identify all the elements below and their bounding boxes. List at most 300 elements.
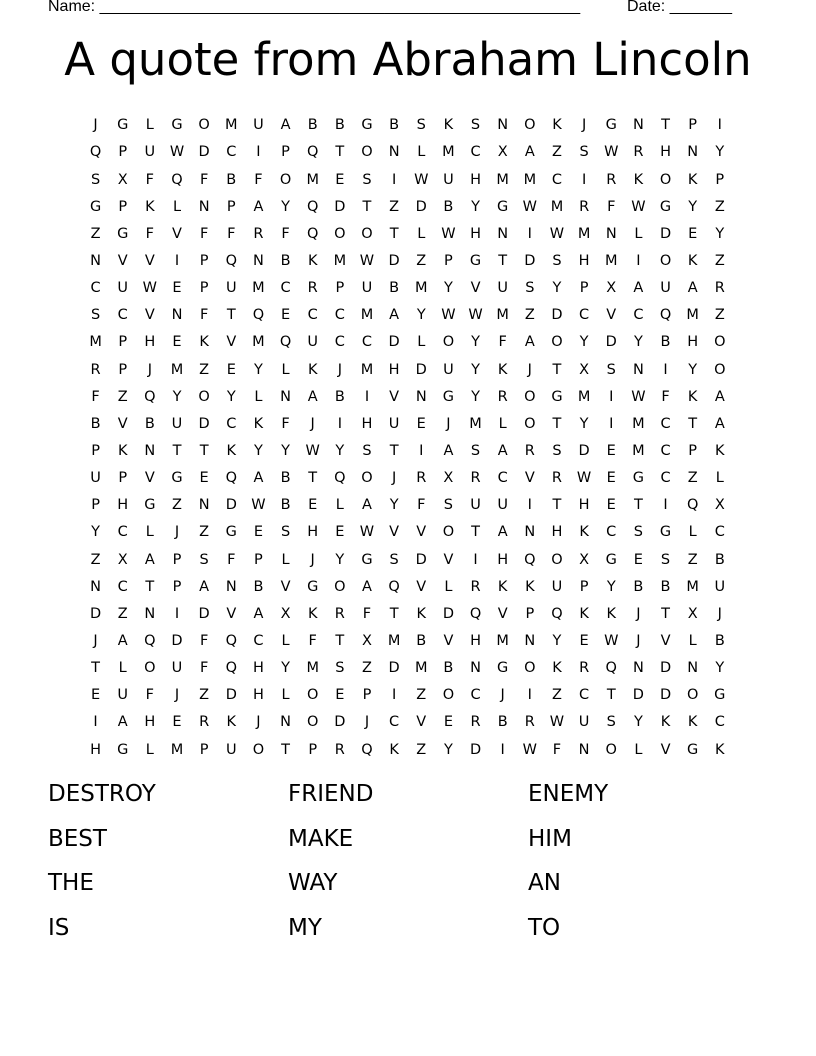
grid-letter: P xyxy=(444,253,453,270)
grid-letter: E xyxy=(280,307,291,324)
grid-letter: J xyxy=(717,605,722,622)
grid-letter: M xyxy=(496,171,509,188)
grid-letter: M xyxy=(225,117,238,134)
grid-letter: I xyxy=(500,741,505,758)
grid-letter: W xyxy=(142,280,158,297)
grid-letter: Y xyxy=(91,524,100,541)
grid-letter: X xyxy=(362,632,372,649)
grid-letter: Y xyxy=(281,443,290,459)
grid-letter: C xyxy=(579,307,590,324)
grid-letter: S xyxy=(90,171,101,188)
grid-letter: G xyxy=(361,117,373,134)
grid-letter: R xyxy=(253,225,264,242)
grid-letter: S xyxy=(633,524,643,541)
grid-letter: H xyxy=(144,714,156,731)
grid-letter: R xyxy=(497,388,508,405)
grid-letter: B xyxy=(280,470,291,487)
grid-letter: P xyxy=(118,361,128,378)
grid-letter: U xyxy=(117,687,129,704)
grid-letter: Y xyxy=(253,443,263,459)
grid-letter: E xyxy=(226,361,236,378)
grid-letter: C xyxy=(714,524,725,541)
grid-letter: X xyxy=(687,605,698,622)
grid-letter: N xyxy=(524,524,536,541)
grid-letter: H xyxy=(470,171,481,188)
grid-letter: G xyxy=(659,524,672,541)
grid-letter: M xyxy=(415,280,428,297)
grid-letter: W xyxy=(441,307,456,324)
grid-letter: K xyxy=(145,198,155,215)
grid-letter: J xyxy=(256,714,261,731)
grid-letter: V xyxy=(117,415,128,432)
grid-letter: B xyxy=(144,415,155,432)
grid-letter: U xyxy=(551,578,563,595)
grid-letter: N xyxy=(578,741,590,758)
grid-letter: V xyxy=(280,578,291,595)
grid-letter: P xyxy=(335,280,345,297)
grid-letter: M xyxy=(550,198,564,215)
grid-letter: X xyxy=(497,144,508,161)
grid-letter: W xyxy=(414,171,429,188)
grid-letter: X xyxy=(117,171,128,188)
grid-letter: P xyxy=(688,443,698,459)
grid-letter: W xyxy=(549,714,565,731)
grid-letter: V xyxy=(144,307,155,324)
grid-letter: W xyxy=(441,225,456,242)
grid-letter: O xyxy=(334,225,346,242)
grid-letter: Y xyxy=(281,660,290,677)
grid-letter: Z xyxy=(551,687,562,704)
grid-letter: B xyxy=(714,632,725,649)
grid-letter: S xyxy=(606,361,616,378)
grid-letter: X xyxy=(443,470,454,487)
grid-letter: C xyxy=(470,144,481,161)
grid-letter: C xyxy=(633,307,644,324)
grid-letter: Y xyxy=(253,361,263,378)
grid-row xyxy=(82,736,734,763)
grid-letter: I xyxy=(473,551,478,568)
grid-letter: T xyxy=(308,470,318,487)
grid-letter: K xyxy=(552,660,562,677)
grid-letter: U xyxy=(497,497,508,514)
grid-row xyxy=(82,573,734,600)
grid-letter: Z xyxy=(714,198,725,215)
grid-row xyxy=(82,682,734,709)
grid-letter: T xyxy=(498,253,508,270)
grid-letter: N xyxy=(605,225,617,242)
grid-letter: J xyxy=(174,687,180,704)
grid-letter: M xyxy=(632,415,645,432)
grid-letter: D xyxy=(334,714,346,731)
grid-letter: L xyxy=(417,144,426,161)
grid-letter: N xyxy=(632,660,644,677)
grid-letter: R xyxy=(551,470,562,487)
grid-letter: T xyxy=(471,524,480,541)
grid-letter: Y xyxy=(633,714,643,731)
grid-letter: G xyxy=(171,470,183,487)
page-title: A quote from Abraham Lincoln xyxy=(64,33,752,86)
grid-letter: V xyxy=(660,632,671,649)
grid-letter: H xyxy=(117,497,129,514)
grid-letter: H xyxy=(252,660,264,677)
grid-letter: J xyxy=(527,361,532,378)
grid-letter: L xyxy=(281,551,290,568)
grid-row xyxy=(82,465,734,492)
grid-letter: D xyxy=(388,660,400,677)
grid-letter: D xyxy=(334,198,346,215)
grid-letter: R xyxy=(470,714,481,731)
grid-letter: O xyxy=(198,388,210,405)
grid-letter: D xyxy=(659,687,672,704)
grid-letter: R xyxy=(334,605,345,622)
grid-letter: W xyxy=(468,307,483,324)
grid-letter: Y xyxy=(606,578,616,595)
grid-letter: F xyxy=(281,225,290,242)
grid-letter: S xyxy=(362,443,372,459)
grid-letter: A xyxy=(714,415,725,432)
grid-letter: P xyxy=(579,578,589,595)
grid-letter: U xyxy=(388,415,400,432)
grid-letter: Y xyxy=(552,632,562,649)
grid-letter: R xyxy=(633,144,644,161)
grid-letter: I xyxy=(174,253,180,270)
grid-letter: G xyxy=(144,497,156,514)
grid-letter: R xyxy=(199,714,210,731)
grid-letter: D xyxy=(551,307,563,324)
grid-letter: P xyxy=(172,578,182,595)
grid-letter: F xyxy=(281,415,290,432)
grid-letter: C xyxy=(606,524,617,541)
grid-letter: F xyxy=(362,605,372,622)
grid-letter: V xyxy=(416,578,427,595)
grid-letter: K xyxy=(552,117,562,134)
grid-letter: I xyxy=(93,714,98,731)
grid-row xyxy=(82,655,734,682)
grid-letter: N xyxy=(198,497,210,514)
grid-letter: W xyxy=(604,144,619,161)
grid-letter: O xyxy=(144,660,156,677)
grid-letter: K xyxy=(117,443,128,459)
grid-letter: L xyxy=(172,198,182,215)
grid-letter: M xyxy=(89,334,102,351)
grid-letter: W xyxy=(631,198,646,215)
grid-letter: E xyxy=(579,632,589,649)
grid-letter: G xyxy=(497,660,509,677)
grid-letter: E xyxy=(606,470,616,487)
grid-letter: K xyxy=(199,334,209,351)
grid-letter: F xyxy=(199,632,209,649)
grid-letter: O xyxy=(659,253,672,270)
grid-letter: X xyxy=(714,497,725,514)
word-list xyxy=(48,781,768,960)
grid-letter: V xyxy=(389,524,400,541)
grid-letter: Q xyxy=(225,660,237,677)
grid-letter: K xyxy=(307,605,318,622)
grid-letter: P xyxy=(579,280,589,297)
grid-letter: L xyxy=(335,497,344,514)
grid-letter: N xyxy=(470,660,481,677)
grid-letter: H xyxy=(578,497,590,514)
grid-letter: C xyxy=(579,687,590,704)
grid-letter: E xyxy=(335,687,345,704)
grid-letter: T xyxy=(389,443,399,459)
grid-letter: Z xyxy=(714,307,725,324)
grid-letter: C xyxy=(117,524,128,541)
grid-letter: K xyxy=(226,714,237,731)
grid-letter: H xyxy=(551,524,563,541)
grid-letter: S xyxy=(280,524,291,541)
grid-row xyxy=(82,329,734,356)
grid-row xyxy=(82,546,734,573)
grid-letter: W xyxy=(549,225,565,242)
grid-row xyxy=(82,411,734,438)
grid-letter: W xyxy=(359,253,375,270)
grid-letter: Q xyxy=(279,334,292,351)
grid-letter: E xyxy=(335,524,345,541)
grid-letter: C xyxy=(307,307,318,324)
grid-letter: Y xyxy=(579,334,589,351)
grid-letter: T xyxy=(281,741,290,758)
grid-letter: G xyxy=(632,470,644,487)
grid-letter: Y xyxy=(335,551,345,568)
grid-letter: L xyxy=(254,388,263,405)
grid-letter: N xyxy=(198,198,210,215)
grid-letter: A xyxy=(362,497,372,514)
grid-letter: E xyxy=(172,714,182,731)
grid-letter: M xyxy=(496,632,509,649)
grid-letter: Q xyxy=(605,660,617,677)
grid-letter: M xyxy=(170,361,184,378)
grid-letter: K xyxy=(687,171,698,188)
grid-letter: O xyxy=(361,225,373,242)
grid-letter: N xyxy=(171,307,183,324)
grid-letter: P xyxy=(715,171,725,188)
grid-letter: Z xyxy=(90,551,101,568)
grid-letter: G xyxy=(659,198,672,215)
grid-letter: M xyxy=(387,632,401,649)
grid-letter: J xyxy=(310,415,315,432)
grid-letter: Z xyxy=(362,660,372,677)
grid-letter: E xyxy=(606,497,616,514)
grid-letter: U xyxy=(117,280,129,297)
grid-letter: A xyxy=(307,388,318,405)
grid-letter: P xyxy=(362,687,372,704)
grid-letter: F xyxy=(199,225,209,242)
grid-row xyxy=(82,139,734,166)
grid-letter: G xyxy=(442,388,455,405)
grid-letter: D xyxy=(524,253,536,270)
grid-letter: M xyxy=(686,307,699,324)
grid-letter: P xyxy=(91,443,100,459)
grid-letter: C xyxy=(551,171,563,188)
grid-letter: S xyxy=(416,117,426,134)
grid-letter: P xyxy=(226,198,236,215)
grid-row xyxy=(82,248,734,275)
grid-letter: Y xyxy=(335,443,345,459)
grid-letter: A xyxy=(199,578,210,595)
grid-letter: J xyxy=(93,117,98,134)
grid-letter: V xyxy=(524,470,535,487)
grid-letter: P xyxy=(91,497,100,514)
grid-letter: I xyxy=(527,225,532,242)
grid-letter: Y xyxy=(471,334,480,351)
grid-letter: M xyxy=(333,253,347,270)
grid-letter: K xyxy=(579,605,589,622)
grid-letter: J xyxy=(581,117,587,134)
grid-letter: J xyxy=(310,551,315,568)
grid-letter: J xyxy=(446,415,451,432)
grid-letter: Y xyxy=(633,334,643,351)
grid-letter: N xyxy=(415,388,427,405)
grid-letter: I xyxy=(581,171,587,188)
grid-letter: K xyxy=(525,578,535,595)
grid-letter: N xyxy=(497,117,509,134)
grid-letter: T xyxy=(633,497,643,514)
grid-letter: P xyxy=(281,144,290,161)
grid-letter: C xyxy=(714,714,725,731)
grid-letter: O xyxy=(306,714,319,731)
grid-letter: B xyxy=(660,578,671,595)
grid-letter: E xyxy=(688,225,698,242)
grid-letter: O xyxy=(524,117,536,134)
grid-letter: S xyxy=(579,144,589,161)
grid-letter: H xyxy=(578,253,590,270)
grid-letter: U xyxy=(470,497,481,514)
grid-letter: K xyxy=(307,361,318,378)
grid-letter: O xyxy=(605,741,617,758)
grid-letter: G xyxy=(497,198,509,215)
grid-letter: U xyxy=(225,280,237,297)
grid-letter: S xyxy=(470,443,481,459)
grid-letter: U xyxy=(90,470,101,487)
grid-letter: K xyxy=(443,117,454,134)
grid-letter: T xyxy=(552,497,562,514)
grid-letter: H xyxy=(470,632,481,649)
grid-letter: C xyxy=(226,415,237,432)
grid-letter: W xyxy=(251,497,266,514)
grid-letter: O xyxy=(306,687,319,704)
date-field-line: Date: _______ xyxy=(627,0,732,15)
grid-letter: Z xyxy=(172,497,182,514)
grid-letter: Y xyxy=(172,388,182,405)
grid-letter: Y xyxy=(715,660,725,677)
grid-letter: E xyxy=(90,687,101,704)
grid-letter: O xyxy=(714,334,726,351)
grid-letter: H xyxy=(660,144,671,161)
grid-letter: O xyxy=(686,687,699,704)
grid-letter: I xyxy=(419,443,424,459)
grid-letter: M xyxy=(686,578,699,595)
grid-letter: Y xyxy=(416,307,426,324)
word-list-item: AN xyxy=(528,870,561,897)
grid-letter: G xyxy=(89,198,102,215)
grid-letter: L xyxy=(417,334,426,351)
grid-letter: M xyxy=(252,280,265,297)
grid-letter: D xyxy=(171,632,183,649)
grid-letter: P xyxy=(308,741,318,758)
grid-letter: U xyxy=(307,334,318,351)
grid-letter: V xyxy=(470,280,481,297)
grid-letter: K xyxy=(660,714,671,731)
grid-letter: P xyxy=(199,280,209,297)
grid-letter: E xyxy=(308,497,318,514)
grid-letter: D xyxy=(388,253,400,270)
grid-letter: V xyxy=(389,388,400,405)
grid-letter: D xyxy=(469,741,482,758)
grid-letter: Y xyxy=(471,388,480,405)
grid-letter: W xyxy=(631,388,646,405)
grid-letter: M xyxy=(360,361,374,378)
grid-letter: T xyxy=(145,578,155,595)
grid-letter: Y xyxy=(226,388,236,405)
grid-letter: T xyxy=(606,687,616,704)
word-list-item: THE xyxy=(48,870,94,897)
grid-letter: G xyxy=(117,117,129,134)
grid-letter: F xyxy=(254,171,263,188)
word-list-item: BEST xyxy=(48,825,107,852)
grid-row xyxy=(82,709,734,736)
grid-letter: H xyxy=(361,415,373,432)
grid-letter: O xyxy=(659,171,672,188)
grid-letter: M xyxy=(415,660,428,677)
grid-letter: F xyxy=(308,632,317,649)
grid-letter: U xyxy=(171,660,183,677)
grid-letter: O xyxy=(361,144,373,161)
grid-letter: X xyxy=(280,605,291,622)
grid-letter: D xyxy=(198,605,210,622)
grid-letter: K xyxy=(226,443,237,459)
grid-row xyxy=(82,302,734,329)
grid-letter: V xyxy=(443,551,454,568)
grid-letter: N xyxy=(388,144,400,161)
grid-letter: K xyxy=(253,415,264,432)
grid-letter: M xyxy=(523,171,537,188)
grid-letter: U xyxy=(497,280,508,297)
grid-letter: A xyxy=(117,632,128,649)
grid-row xyxy=(82,628,734,655)
grid-letter: J xyxy=(636,605,641,622)
grid-letter: F xyxy=(145,687,155,704)
grid-letter: Y xyxy=(471,198,480,215)
grid-letter: M xyxy=(496,307,509,324)
grid-row xyxy=(82,601,734,628)
grid-letter: O xyxy=(551,334,563,351)
grid-letter: B xyxy=(334,117,345,134)
grid-letter: Q xyxy=(252,307,265,324)
grid-letter: I xyxy=(636,253,641,270)
grid-letter: V xyxy=(144,470,155,487)
grid-letter: K xyxy=(633,171,644,188)
grid-letter: G xyxy=(687,741,699,758)
grid-letter: Q xyxy=(89,144,102,161)
grid-row xyxy=(82,383,734,410)
grid-letter: P xyxy=(199,253,209,270)
grid-letter: X xyxy=(117,551,128,568)
grid-letter: Q xyxy=(659,307,672,324)
grid-letter: K xyxy=(307,253,318,270)
grid-letter: U xyxy=(144,144,156,161)
grid-letter: N xyxy=(632,117,644,134)
grid-letter: C xyxy=(389,714,400,731)
grid-letter: L xyxy=(145,117,154,134)
grid-letter: R xyxy=(579,198,590,215)
grid-letter: G xyxy=(307,578,319,595)
grid-letter: E xyxy=(172,334,182,351)
grid-letter: A xyxy=(253,605,264,622)
grid-letter: G xyxy=(551,388,563,405)
grid-letter: E xyxy=(253,524,263,541)
grid-letter: N xyxy=(280,714,291,731)
